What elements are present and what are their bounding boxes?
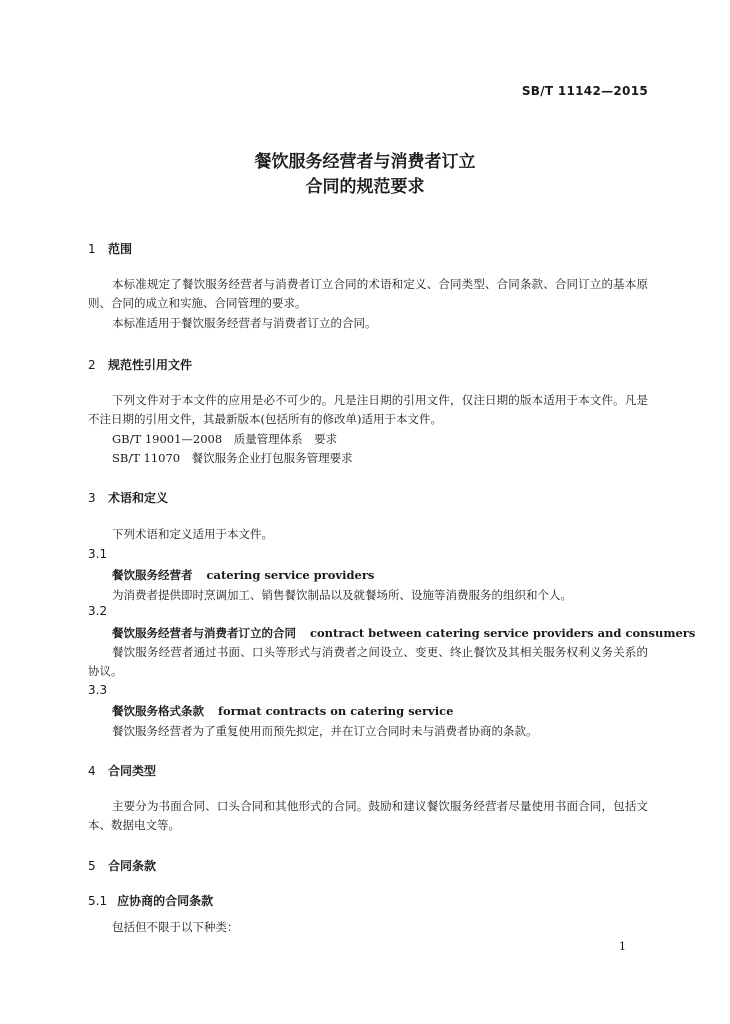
reference-item-1: GB/T 19001—2008 质量管理体系 要求 (112, 432, 338, 446)
section-label: 合同条款 (108, 859, 157, 873)
term-3-3 (112, 703, 453, 719)
section-1-paragraph-1: 本标准规定了餐饮服务经营者与消费者订立合同的术语和定义、合同类型、合同条款、合同订立的基本原则、合同的成立和实施、合同管理的要求。 (88, 277, 648, 310)
page-number: 1 (619, 940, 626, 953)
title-line-2: 合同的规范要求 (305, 177, 425, 197)
term-3-2-definition: 餐饮服务经营者通过书面、口头等形式与消费者之间设立、变更、终止餐饮及其相关服务权利义务关系的协议。 (88, 645, 648, 678)
section-heading-2 (88, 356, 192, 373)
reference-item-2: SB/T 11070 餐饮服务企业打包服务管理要求 (112, 451, 353, 465)
term-number-3-3: 3.3 (88, 683, 108, 697)
document-title (0, 150, 730, 200)
section-label: 合同类型 (108, 764, 157, 778)
section-heading-1 (88, 240, 132, 257)
section-label: 规范性引用文件 (108, 358, 193, 372)
term-3-1 (112, 567, 374, 583)
term-3-2 (112, 625, 695, 641)
section-heading-4 (88, 762, 156, 779)
term-en: format contracts on catering service (218, 704, 454, 718)
term-number-3-2: 3.2 (88, 604, 108, 618)
section-2-paragraph-1: 下列文件对于本文件的应用是必不可少的。凡是注日期的引用文件，仅注日期的版本适用于本文件。凡是不注日期的引用文件，其最新版本(包括所有的修改单)适用于本文件。 (88, 393, 648, 426)
section-heading-3 (88, 489, 168, 506)
term-3-1-definition: 为消费者提供即时烹调加工、销售餐饮制品以及就餐场所、设施等消费服务的组织和个人。 (112, 588, 572, 602)
subsection-number: 5.1 (88, 894, 108, 908)
term-zh: 餐饮服务经营者 (112, 568, 193, 582)
section-number: 2 (88, 358, 96, 372)
section-1-paragraph-2: 本标准适用于餐饮服务经营者与消费者订立的合同。 (112, 316, 377, 330)
subsection-label: 应协商的合同条款 (117, 894, 214, 908)
term-zh: 餐饮服务格式条款 (112, 704, 204, 718)
subsection-heading-5-1 (88, 892, 213, 909)
section-label: 术语和定义 (108, 491, 169, 505)
section-label: 范围 (108, 242, 133, 256)
term-en: contract between catering service providers and consumers (310, 626, 696, 640)
term-zh: 餐饮服务经营者与消费者订立的合同 (112, 626, 296, 640)
term-en: catering service providers (206, 568, 375, 582)
section-number: 1 (88, 242, 96, 256)
title-line-1: 餐饮服务经营者与消费者订立 (254, 152, 476, 172)
section-3-intro: 下列术语和定义适用于本文件。 (112, 527, 273, 541)
section-number: 5 (88, 859, 96, 873)
section-number: 3 (88, 491, 96, 505)
term-number-3-1: 3.1 (88, 547, 108, 561)
section-4-paragraph-1: 主要分为书面合同、口头合同和其他形式的合同。鼓励和建议餐饮服务经营者尽量使用书面合同，包括文本、数据电文等。 (88, 799, 648, 832)
section-heading-5 (88, 857, 156, 874)
term-3-3-definition: 餐饮服务经营者为了重复使用而预先拟定，并在订立合同时未与消费者协商的条款。 (112, 724, 538, 738)
standard-number: SB/T 11142—2015 (521, 84, 648, 98)
section-number: 4 (88, 764, 96, 778)
subsection-5-1-paragraph: 包括但不限于以下种类： (112, 920, 239, 934)
